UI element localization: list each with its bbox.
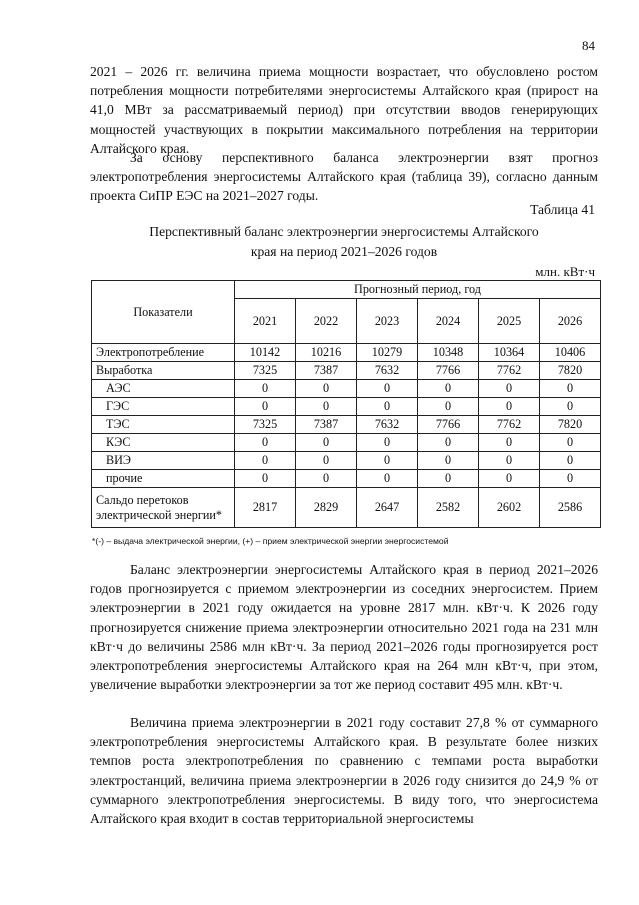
year-header: 2026 <box>540 299 601 344</box>
table-header-row <box>92 281 601 299</box>
table-cell: 0 <box>296 452 357 470</box>
table-cell: 0 <box>540 470 601 488</box>
row-label: ТЭС <box>92 416 235 434</box>
year-header: 2021 <box>235 299 296 344</box>
paragraph-1: 2021 – 2026 гг. величина приема мощности возрастает, что обусловлено ростом потребления мощности потребителями энергосистемы Алтайского края (прирост на 41,0 МВт за рассматриваемый период) при отсутствии вводов генерирующих мощностей участвующих в покрытии максимального потребления на территории Алтайского края. <box>90 64 598 156</box>
table-units: млн. кВт·ч <box>535 264 595 279</box>
table-cell: 0 <box>357 452 418 470</box>
table-cell: 7325 <box>235 416 296 434</box>
table-cell: 2582 <box>418 488 479 528</box>
table-cell: 0 <box>540 434 601 452</box>
table-cell: 0 <box>418 398 479 416</box>
table-cell: 0 <box>296 398 357 416</box>
table-row <box>92 362 601 380</box>
page-number: 84 <box>582 38 595 53</box>
table-row <box>92 452 601 470</box>
indicators-header: Показатели <box>92 281 235 344</box>
year-header: 2025 <box>479 299 540 344</box>
table-cell: 0 <box>235 470 296 488</box>
table-footnote: *(-) – выдача электрической энергии, (+) – прием электрической энергии энергосистемой <box>92 536 449 546</box>
table-row <box>92 434 601 452</box>
year-header: 2024 <box>418 299 479 344</box>
year-header: 2023 <box>357 299 418 344</box>
table-caption <box>90 222 598 262</box>
table-cell: 0 <box>296 380 357 398</box>
table-cell: 0 <box>540 398 601 416</box>
table-cell: 10142 <box>235 344 296 362</box>
table-cell: 0 <box>479 380 540 398</box>
table-cell: 0 <box>418 434 479 452</box>
table-cell: 7325 <box>235 362 296 380</box>
table-cell: 0 <box>235 452 296 470</box>
table-label: Таблица 41 <box>530 202 595 217</box>
saldo-label-line-2: электрической энергии* <box>96 507 222 522</box>
table-cell: 2586 <box>540 488 601 528</box>
table-cell: 10406 <box>540 344 601 362</box>
table-cell: 10364 <box>479 344 540 362</box>
table-cell: 0 <box>235 380 296 398</box>
table-cell: 7762 <box>479 362 540 380</box>
table-cell: 0 <box>235 398 296 416</box>
year-header: 2022 <box>296 299 357 344</box>
row-label-saldo <box>92 488 235 528</box>
paragraph-2: За основу перспективного баланса электроэнергии взят прогноз электропотребления энергосистемы Алтайского края (таблица 39), согласно данным проекта СиПР ЕЭС на 2021–2027 годы. <box>90 150 598 204</box>
table-cell: 0 <box>296 470 357 488</box>
table-cell: 7820 <box>540 362 601 380</box>
row-label: АЭС <box>92 380 235 398</box>
table-row <box>92 416 601 434</box>
balance-table <box>91 280 601 528</box>
saldo-label-line-1: Сальдо перетоков <box>96 492 189 507</box>
row-label: прочие <box>92 470 235 488</box>
row-label: Выработка <box>92 362 235 380</box>
table-cell: 7766 <box>418 416 479 434</box>
table-cell: 0 <box>296 434 357 452</box>
table-cell: 0 <box>540 452 601 470</box>
table-row-saldo <box>92 488 601 528</box>
table-cell: 0 <box>418 380 479 398</box>
paragraph-4: Величина приема электроэнергии в 2021 году составит 27,8 % от суммарного электропотребления энергосистемы Алтайского края. В результате более низких темпов роста электропотребления по сравнению с темпами роста выработки электростанций, величина приема электроэнергии в 2026 году снизится до 24,9 % от суммарного электропотребления энергосистемы. В виду того, что энергосистема Алтайского края входит в состав территориальной энергосистемы <box>90 715 598 827</box>
table-row <box>92 380 601 398</box>
row-label: КЭС <box>92 434 235 452</box>
table-cell: 7762 <box>479 416 540 434</box>
table-cell: 0 <box>418 470 479 488</box>
table-cell: 0 <box>235 434 296 452</box>
table-cell: 0 <box>479 452 540 470</box>
table-cell: 0 <box>479 470 540 488</box>
table-caption-line-1: Перспективный баланс электроэнергии энергосистемы Алтайского <box>149 224 539 239</box>
table-row <box>92 470 601 488</box>
table-cell: 7632 <box>357 416 418 434</box>
table-cell: 0 <box>357 398 418 416</box>
table-cell: 2602 <box>479 488 540 528</box>
table-cell: 7387 <box>296 416 357 434</box>
table-row <box>92 398 601 416</box>
table-cell: 10216 <box>296 344 357 362</box>
table-cell: 2647 <box>357 488 418 528</box>
row-label: ГЭС <box>92 398 235 416</box>
table-cell: 7632 <box>357 362 418 380</box>
table-cell: 0 <box>540 380 601 398</box>
table-cell: 0 <box>357 470 418 488</box>
table-cell: 0 <box>357 434 418 452</box>
row-label: ВИЭ <box>92 452 235 470</box>
table-cell: 7766 <box>418 362 479 380</box>
table-cell: 0 <box>357 380 418 398</box>
table-cell: 2829 <box>296 488 357 528</box>
table-cell: 0 <box>418 452 479 470</box>
paragraph-3: Баланс электроэнергии энергосистемы Алтайского края в период 2021–2026 годов прогнозируется с приемом электроэнергии из соседних энергосистем. Прием электроэнергии в 2021 году ожидается на уровне 2817 млн. кВт·ч. К 2026 году прогнозируется снижение приема электроэнергии относительно 2021 года на 231 млн кВт·ч до величины 2586 млн кВт·ч. За период 2021–2026 годы прогнозируется рост электропотребления энергосистемы Алтайского края на 264 млн кВт·ч, при этом, увеличение выработки электроэнергии за тот же период составит 495 млн. кВт·ч. <box>90 562 598 693</box>
row-label: Электропотребление <box>92 344 235 362</box>
table-cell: 7820 <box>540 416 601 434</box>
table-cell: 10348 <box>418 344 479 362</box>
table-row <box>92 344 601 362</box>
table-cell: 0 <box>479 434 540 452</box>
table-cell: 7387 <box>296 362 357 380</box>
table-caption-line-2: края на период 2021–2026 годов <box>250 244 438 259</box>
table-cell: 2817 <box>235 488 296 528</box>
table-cell: 0 <box>479 398 540 416</box>
period-header: Прогнозный период, год <box>235 281 601 299</box>
table-cell: 10279 <box>357 344 418 362</box>
